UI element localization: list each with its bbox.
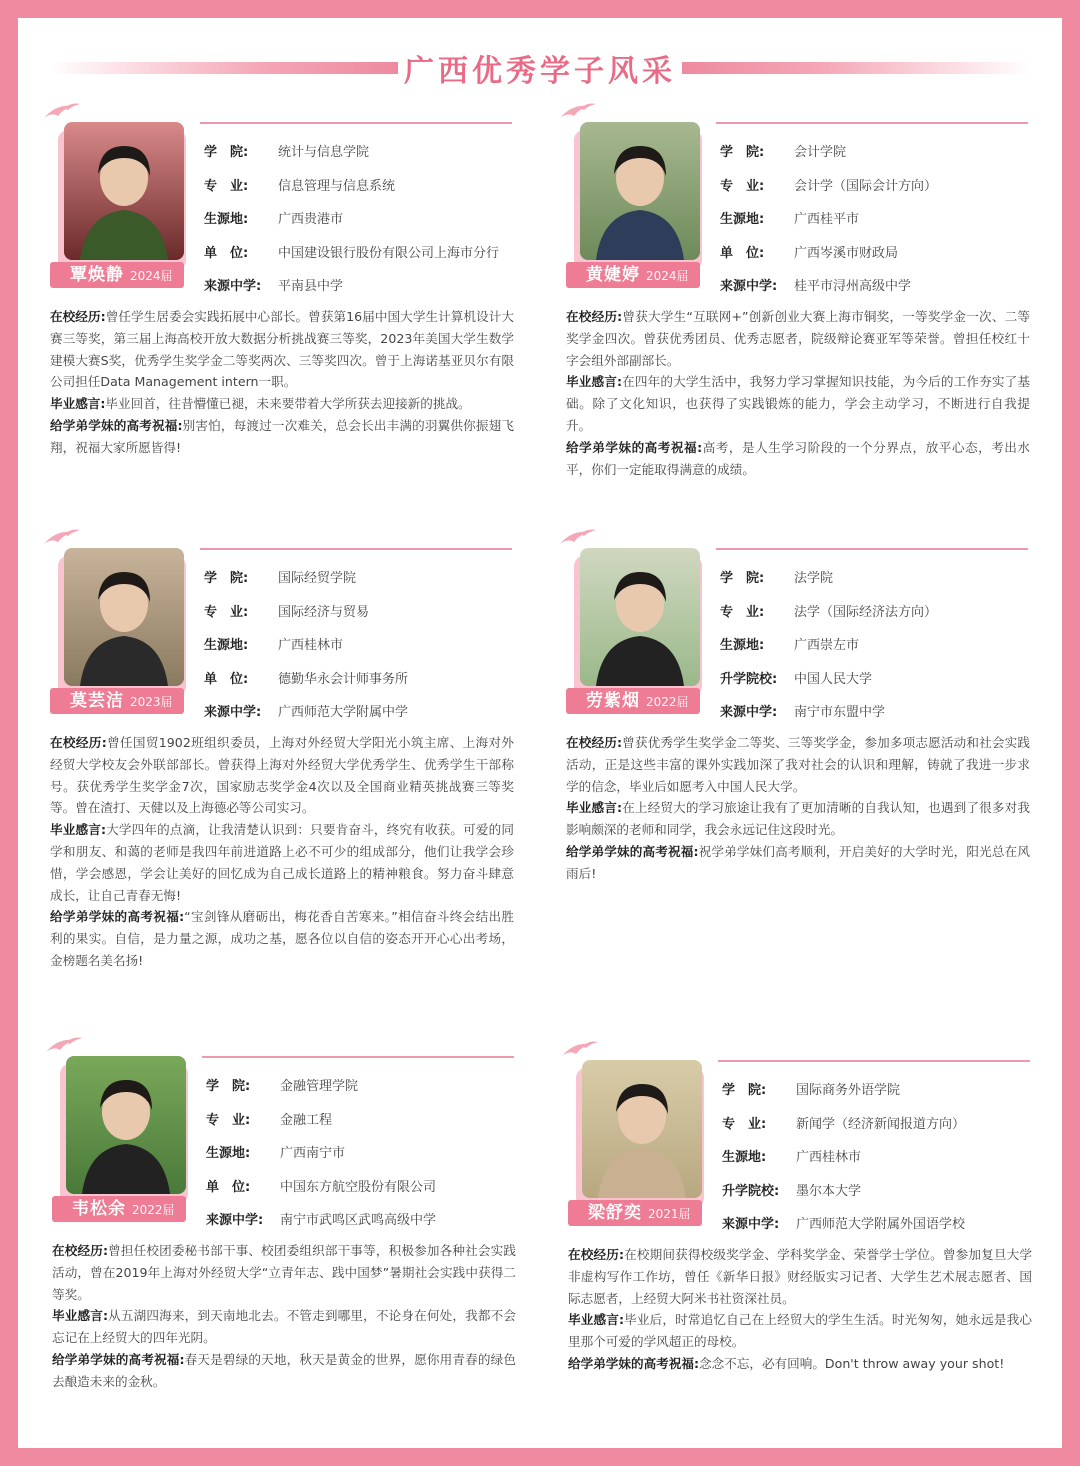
- bird-icon: [42, 526, 82, 548]
- school-value: 南宁市东盟中学: [794, 705, 886, 721]
- student-photo-frame: [50, 122, 198, 282]
- student-photo-frame: [568, 1060, 716, 1220]
- divider: [200, 548, 512, 550]
- row4-value: 墨尔本大学: [796, 1183, 862, 1199]
- row4-label: 单 位:: [720, 245, 765, 261]
- experience-text: 曾任国贸1902班组织委员，上海对外经贸大学阳光小筑主席、上海对外经贸大学校友会外联部部长。曾获得上海对外经贸大学优秀学生、优秀学生干部称号。获优秀学生奖学金7次，国家励志奖学金4次以及全国商业精英挑战赛三等奖等。曾在渣打、天健以及上海德必等公司实习。: [50, 735, 514, 816]
- wishes-label: 给学弟学妹的高考祝福:: [568, 1355, 699, 1371]
- title-decor-right: [682, 62, 1032, 74]
- student-description: [568, 1244, 1032, 1375]
- title-decor-left: [50, 62, 398, 74]
- feelings-text: 大学四年的点滴，让我清楚认识到：只要肯奋斗，终究有收获。可爱的同学和朋友、和蔼的老师是我四年前进道路上必不可少的组成部分，他们让我学会珍惜，学会感恩，学会让美好的回忆成为自己成长道路上的精神粮食。努力奋斗肆意成长，让自己青春无悔!: [50, 822, 514, 903]
- student-name: 莫芸洁: [70, 691, 124, 711]
- wishes-paragraph: [566, 437, 1030, 481]
- feelings-label: 毕业感言:: [566, 800, 623, 816]
- origin-value: 广西桂林市: [796, 1150, 862, 1166]
- major-value: 法学（国际经济法方向）: [794, 604, 938, 620]
- student-photo: [64, 122, 184, 260]
- wishes-text: “宝剑锋从磨砺出，梅花香自苦寒来。”相信奋斗终会结出胜利的果实。自信，是力量之源，成功之基，愿各位以自信的姿态开开心心出考场，金榜题名美名扬!: [50, 909, 514, 968]
- row4-label: 单 位:: [204, 671, 249, 687]
- college-label: 学 院:: [720, 145, 765, 161]
- experience-label: 在校经历:: [568, 1247, 625, 1262]
- experience-text: 曾获优秀学生奖学金二等奖、三等奖学金，参加多项志愿活动和社会实践活动，正是这些丰富的课外实践加深了我对社会的认识和理解，铸就了我进一步求学的信念，毕业后如愿考入中国人民大学。: [566, 735, 1030, 794]
- experience-label: 在校经历:: [50, 735, 107, 750]
- row4-value: 德勤华永会计师事务所: [278, 671, 409, 687]
- origin-label: 生源地:: [204, 212, 249, 228]
- row4-value: 中国东方航空股份有限公司: [280, 1179, 437, 1195]
- student-description: [50, 306, 514, 459]
- experience-text: 曾任学生居委会实践拓展中心部长。曾获第16届中国大学生计算机设计大赛三等奖，第三届上海高校开放大数据分析挑战赛三等奖，2023年美国大学生数学建模大赛S奖，优秀学生奖学金二等奖两次、三等奖四次。曾于上海诺基亚贝尔有限公司担任Data Management intern一职。: [50, 309, 514, 390]
- origin-label: 生源地:: [722, 1150, 767, 1166]
- experience-text: 曾获大学生“互联网+”创新创业大赛上海市铜奖，一等奖学金一次、二等奖学金四次。曾获优秀团员、优秀志愿者，院级辩论赛亚军等荣誉。曾担任校红十字会组外部副部长。: [566, 309, 1030, 368]
- bird-icon: [558, 100, 598, 122]
- college-value: 国际商务外语学院: [796, 1083, 901, 1099]
- experience-paragraph: [52, 1240, 516, 1305]
- major-value: 国际经济与贸易: [278, 604, 370, 620]
- origin-value: 广西南宁市: [280, 1146, 346, 1162]
- school-value: 桂平市浔州高级中学: [794, 279, 912, 295]
- wishes-paragraph: [52, 1349, 516, 1393]
- bird-icon: [558, 526, 598, 548]
- college-value: 国际经贸学院: [278, 571, 357, 587]
- school-value: 广西师范大学附属外国语学校: [796, 1217, 966, 1233]
- experience-paragraph: [50, 732, 514, 819]
- student-name-badge: [50, 262, 184, 288]
- college-value: 法学院: [794, 571, 834, 587]
- school-label: 来源中学:: [720, 705, 778, 721]
- school-label: 来源中学:: [720, 279, 778, 295]
- origin-value: 广西桂平市: [794, 212, 860, 228]
- origin-label: 生源地:: [720, 212, 765, 228]
- major-value: 金融工程: [280, 1112, 333, 1128]
- divider: [200, 122, 512, 124]
- college-label: 学 院:: [720, 571, 765, 587]
- origin-value: 广西桂林市: [278, 638, 344, 654]
- student-name-badge: [568, 1200, 702, 1226]
- feelings-paragraph: [50, 393, 514, 415]
- feelings-label: 毕业感言:: [52, 1308, 109, 1324]
- graduation-year: 2024届: [646, 269, 689, 283]
- student-photo-frame: [50, 548, 198, 708]
- wishes-text: 高考，是人生学习阶段的一个分界点，放平心态，考出水平，你们一定能取得满意的成绩。: [566, 439, 1030, 477]
- feelings-text: 在上经贸大的学习旅途让我有了更加清晰的自我认知，也遇到了很多对我影响颇深的老师和同学，我会永远记住这段时光。: [566, 800, 1030, 838]
- major-value: 新闻学（经济新闻报道方向）: [796, 1116, 966, 1132]
- feelings-text: 从五湖四海来，到天南地北去。不管走到哪里，不论身在何处，我都不会忘记在上经贸大的四年光阴。: [52, 1308, 516, 1346]
- student-name: 梁舒奕: [588, 1203, 642, 1223]
- experience-label: 在校经历:: [50, 309, 106, 324]
- student-description: [566, 306, 1030, 480]
- experience-paragraph: [566, 306, 1030, 371]
- school-label: 来源中学:: [204, 279, 262, 295]
- experience-label: 在校经历:: [566, 735, 623, 750]
- student-photo: [64, 548, 184, 686]
- student-info: [720, 134, 1032, 302]
- student-name-badge: [566, 262, 700, 288]
- row4-label: 单 位:: [204, 245, 249, 261]
- bird-icon: [44, 1034, 84, 1056]
- school-value: 广西师范大学附属中学: [278, 705, 409, 721]
- student-info: [206, 1068, 518, 1236]
- origin-label: 生源地:: [206, 1146, 251, 1162]
- wishes-text: 念念不忘，必有回响。Don't throw away your shot!: [698, 1355, 1005, 1371]
- graduation-year: 2022届: [646, 695, 689, 709]
- divider: [716, 122, 1028, 124]
- row4-label: 单 位:: [206, 1179, 251, 1195]
- feelings-paragraph: [568, 1309, 1032, 1353]
- student-photo: [66, 1056, 186, 1194]
- origin-value: 广西贵港市: [278, 212, 344, 228]
- college-value: 金融管理学院: [280, 1079, 359, 1095]
- school-label: 来源中学:: [204, 705, 262, 721]
- origin-label: 生源地:: [720, 638, 765, 654]
- student-name-badge: [50, 688, 184, 714]
- origin-value: 广西崇左市: [794, 638, 860, 654]
- major-label: 专 业:: [720, 604, 765, 620]
- student-photo: [580, 548, 700, 686]
- college-value: 会计学院: [794, 145, 847, 161]
- experience-label: 在校经历:: [52, 1243, 109, 1258]
- graduation-year: 2024届: [130, 269, 173, 283]
- row4-value: 中国人民大学: [794, 671, 873, 687]
- major-label: 专 业:: [204, 178, 249, 194]
- row4-label: 升学院校:: [720, 671, 778, 687]
- divider: [716, 548, 1028, 550]
- experience-text: 曾担任校团委秘书部干事、校团委组织部干事等，积极参加各种社会实践活动，曾在2019年上海对外经贸大学“立青年志、践中国梦”暑期社会实践中获得二等奖。: [52, 1243, 516, 1302]
- row4-value: 广西岑溪市财政局: [794, 245, 899, 261]
- feelings-text: 毕业后，时常追忆自己在上经贸大的学生生活。时光匆匆，她永远是我心里那个可爱的学风超正的母校。: [568, 1312, 1032, 1350]
- major-label: 专 业:: [722, 1116, 767, 1132]
- college-label: 学 院:: [204, 145, 249, 161]
- feelings-label: 毕业感言:: [568, 1312, 625, 1328]
- school-label: 来源中学:: [722, 1217, 780, 1233]
- page-title: 广西优秀学子风采: [404, 54, 676, 89]
- student-name: 覃焕静: [70, 265, 124, 285]
- student-description: [50, 732, 514, 972]
- row4-label: 升学院校:: [722, 1183, 780, 1199]
- student-info: [204, 560, 516, 728]
- major-value: 会计学（国际会计方向）: [794, 178, 938, 194]
- divider: [718, 1060, 1030, 1062]
- bird-icon: [560, 1038, 600, 1060]
- wishes-label: 给学弟学妹的高考祝福:: [50, 417, 183, 433]
- wishes-paragraph: [568, 1353, 1032, 1375]
- student-name: 劳紫烟: [586, 691, 640, 711]
- wishes-label: 给学弟学妹的高考祝福:: [566, 439, 703, 455]
- student-photo: [582, 1060, 702, 1198]
- experience-text: 在校期间获得校级奖学金、学科奖学金、荣誉学士学位。曾参加复旦大学非虚构写作工作坊，曾任《新华日报》财经版实习记者、大学生艺术展志愿者、国际志愿者，上经贸大阿米书社资深社员。: [568, 1247, 1032, 1306]
- major-label: 专 业:: [206, 1112, 251, 1128]
- experience-paragraph: [50, 306, 514, 393]
- experience-paragraph: [568, 1244, 1032, 1309]
- college-value: 统计与信息学院: [278, 145, 370, 161]
- wishes-text: 祝学弟学妹们高考顺利，开启美好的大学时光，阳光总在风雨后!: [566, 843, 1030, 881]
- college-label: 学 院:: [206, 1079, 251, 1095]
- wishes-text: 别害怕，每渡过一次难关，总会长出丰满的羽翼供你振翅飞翔，祝福大家所愿皆得!: [50, 417, 514, 455]
- student-photo-frame: [566, 122, 714, 282]
- wishes-label: 给学弟学妹的高考祝福:: [52, 1351, 185, 1367]
- school-label: 来源中学:: [206, 1213, 264, 1229]
- student-info: [204, 134, 516, 302]
- student-description: [566, 732, 1030, 885]
- major-label: 专 业:: [720, 178, 765, 194]
- wishes-label: 给学弟学妹的高考祝福:: [50, 909, 185, 925]
- wishes-label: 给学弟学妹的高考祝福:: [566, 843, 699, 859]
- student-name-badge: [566, 688, 700, 714]
- origin-label: 生源地:: [204, 638, 249, 654]
- student-name: 黄婕婷: [586, 265, 640, 285]
- experience-label: 在校经历:: [566, 309, 623, 324]
- student-info: [722, 1072, 1034, 1240]
- school-value: 平南县中学: [278, 279, 344, 295]
- feelings-label: 毕业感言:: [566, 374, 623, 390]
- wishes-text: 春天是碧绿的天地，秋天是黄金的世界，愿你用青春的绿色去酿造未来的金秋。: [52, 1351, 516, 1389]
- student-photo-frame: [52, 1056, 200, 1216]
- feelings-label: 毕业感言:: [50, 822, 107, 838]
- graduation-year: 2021届: [648, 1207, 691, 1221]
- divider: [202, 1056, 514, 1058]
- feelings-label: 毕业感言:: [50, 396, 106, 412]
- school-value: 南宁市武鸣区武鸣高级中学: [280, 1213, 437, 1229]
- student-photo: [580, 122, 700, 260]
- graduation-year: 2023届: [130, 695, 173, 709]
- student-photo-frame: [566, 548, 714, 708]
- row4-value: 中国建设银行股份有限公司上海市分行: [278, 245, 500, 261]
- major-value: 信息管理与信息系统: [278, 178, 396, 194]
- student-name-badge: [52, 1196, 186, 1222]
- feelings-text: 毕业回首，往昔懵懂已褪，未来要带着大学所获去迎接新的挑战。: [105, 396, 471, 412]
- experience-paragraph: [566, 732, 1030, 797]
- feelings-paragraph: [566, 797, 1030, 841]
- wishes-paragraph: [566, 841, 1030, 885]
- feelings-text: 在四年的大学生活中，我努力学习掌握知识技能，为今后的工作夯实了基础。除了文化知识，也获得了实践锻炼的能力，学会主动学习，不断进行自我提升。: [566, 374, 1030, 433]
- feelings-paragraph: [52, 1305, 516, 1349]
- major-label: 专 业:: [204, 604, 249, 620]
- wishes-paragraph: [50, 906, 514, 971]
- student-description: [52, 1240, 516, 1393]
- college-label: 学 院:: [204, 571, 249, 587]
- bird-icon: [42, 100, 82, 122]
- student-name: 韦松余: [72, 1199, 126, 1219]
- college-label: 学 院:: [722, 1083, 767, 1099]
- graduation-year: 2022届: [132, 1203, 175, 1217]
- feelings-paragraph: [50, 819, 514, 906]
- feelings-paragraph: [566, 371, 1030, 436]
- student-info: [720, 560, 1032, 728]
- wishes-paragraph: [50, 415, 514, 459]
